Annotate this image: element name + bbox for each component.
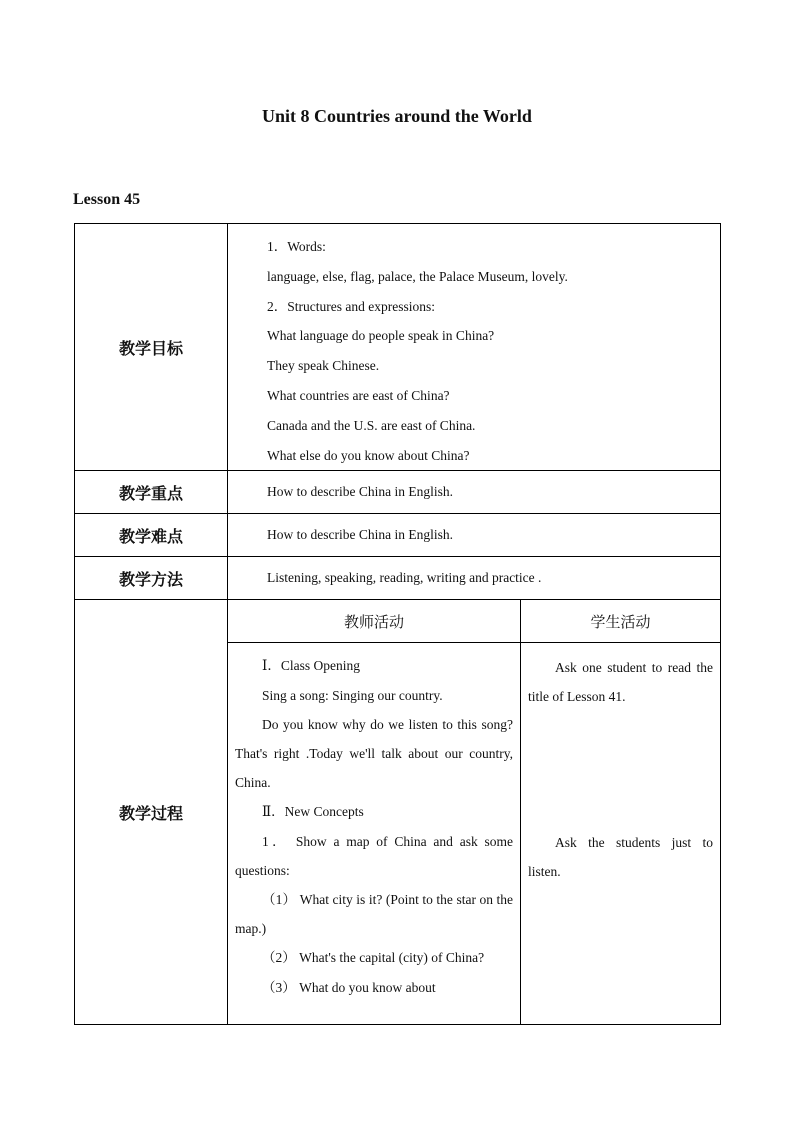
teacher-line: （2） What's the capital (city) of China? — [262, 950, 485, 966]
teacher-activity-header: 教师活动 — [228, 600, 521, 643]
teacher-line: Ⅰ．Class Opening — [262, 658, 360, 674]
difficulties-text: How to describe China in English. — [228, 514, 721, 557]
teacher-line: 1． Show a map of China and ask some questions: — [235, 833, 513, 878]
key-points-label: 教学重点 — [75, 471, 228, 514]
teacher-line: （3） What do you know about — [262, 979, 436, 995]
difficulties-row — [75, 514, 721, 557]
objectives-row — [75, 224, 721, 471]
key-points-text: How to describe China in English. — [228, 471, 721, 514]
objective-line: Canada and the U.S. are east of China. — [267, 417, 476, 433]
objective-line: What language do people speak in China? — [267, 328, 495, 344]
difficulties-label: 教学难点 — [75, 514, 228, 557]
methods-text: Listening, speaking, reading, writing and practice . — [228, 557, 721, 600]
document-title: Unit 8 Countries around the World — [262, 106, 532, 126]
objective-line: What else do you know about China? — [267, 447, 470, 463]
methods-label: 教学方法 — [75, 557, 228, 600]
objective-line: What countries are east of China? — [267, 387, 450, 403]
teacher-activity-cell — [228, 643, 521, 1025]
objectives-label: 教学目标 — [75, 224, 228, 471]
objective-line: 1．Words: — [267, 239, 326, 254]
objective-line: 2．Structures and expressions: — [267, 298, 435, 314]
student-activity-header: 学生活动 — [521, 600, 721, 643]
student-note: Ask the students just to listen. — [528, 835, 714, 880]
teacher-line: Sing a song: Singing our country. — [262, 687, 443, 703]
teacher-line: Do you know why do we listen to this song? That's right .Today we'll talk about our country, China. — [235, 716, 513, 791]
lesson-plan-table — [74, 223, 721, 1025]
key-points-row — [75, 471, 721, 514]
process-header-row — [75, 600, 721, 643]
lesson-heading: Lesson 45 — [73, 191, 141, 208]
student-activity-cell — [521, 643, 721, 1025]
methods-row — [75, 557, 721, 600]
objective-line: language, else, flag, palace, the Palace Museum, lovely. — [267, 268, 568, 284]
process-label: 教学过程 — [75, 600, 228, 1025]
teacher-line: （1） What city is it? (Point to the star on the map.) — [235, 892, 513, 937]
objective-line: They speak Chinese. — [267, 358, 380, 374]
student-note: Ask one student to read the title of Lesson 41. — [528, 660, 714, 705]
objectives-content — [228, 224, 721, 471]
teacher-line: Ⅱ．New Concepts — [262, 804, 364, 820]
